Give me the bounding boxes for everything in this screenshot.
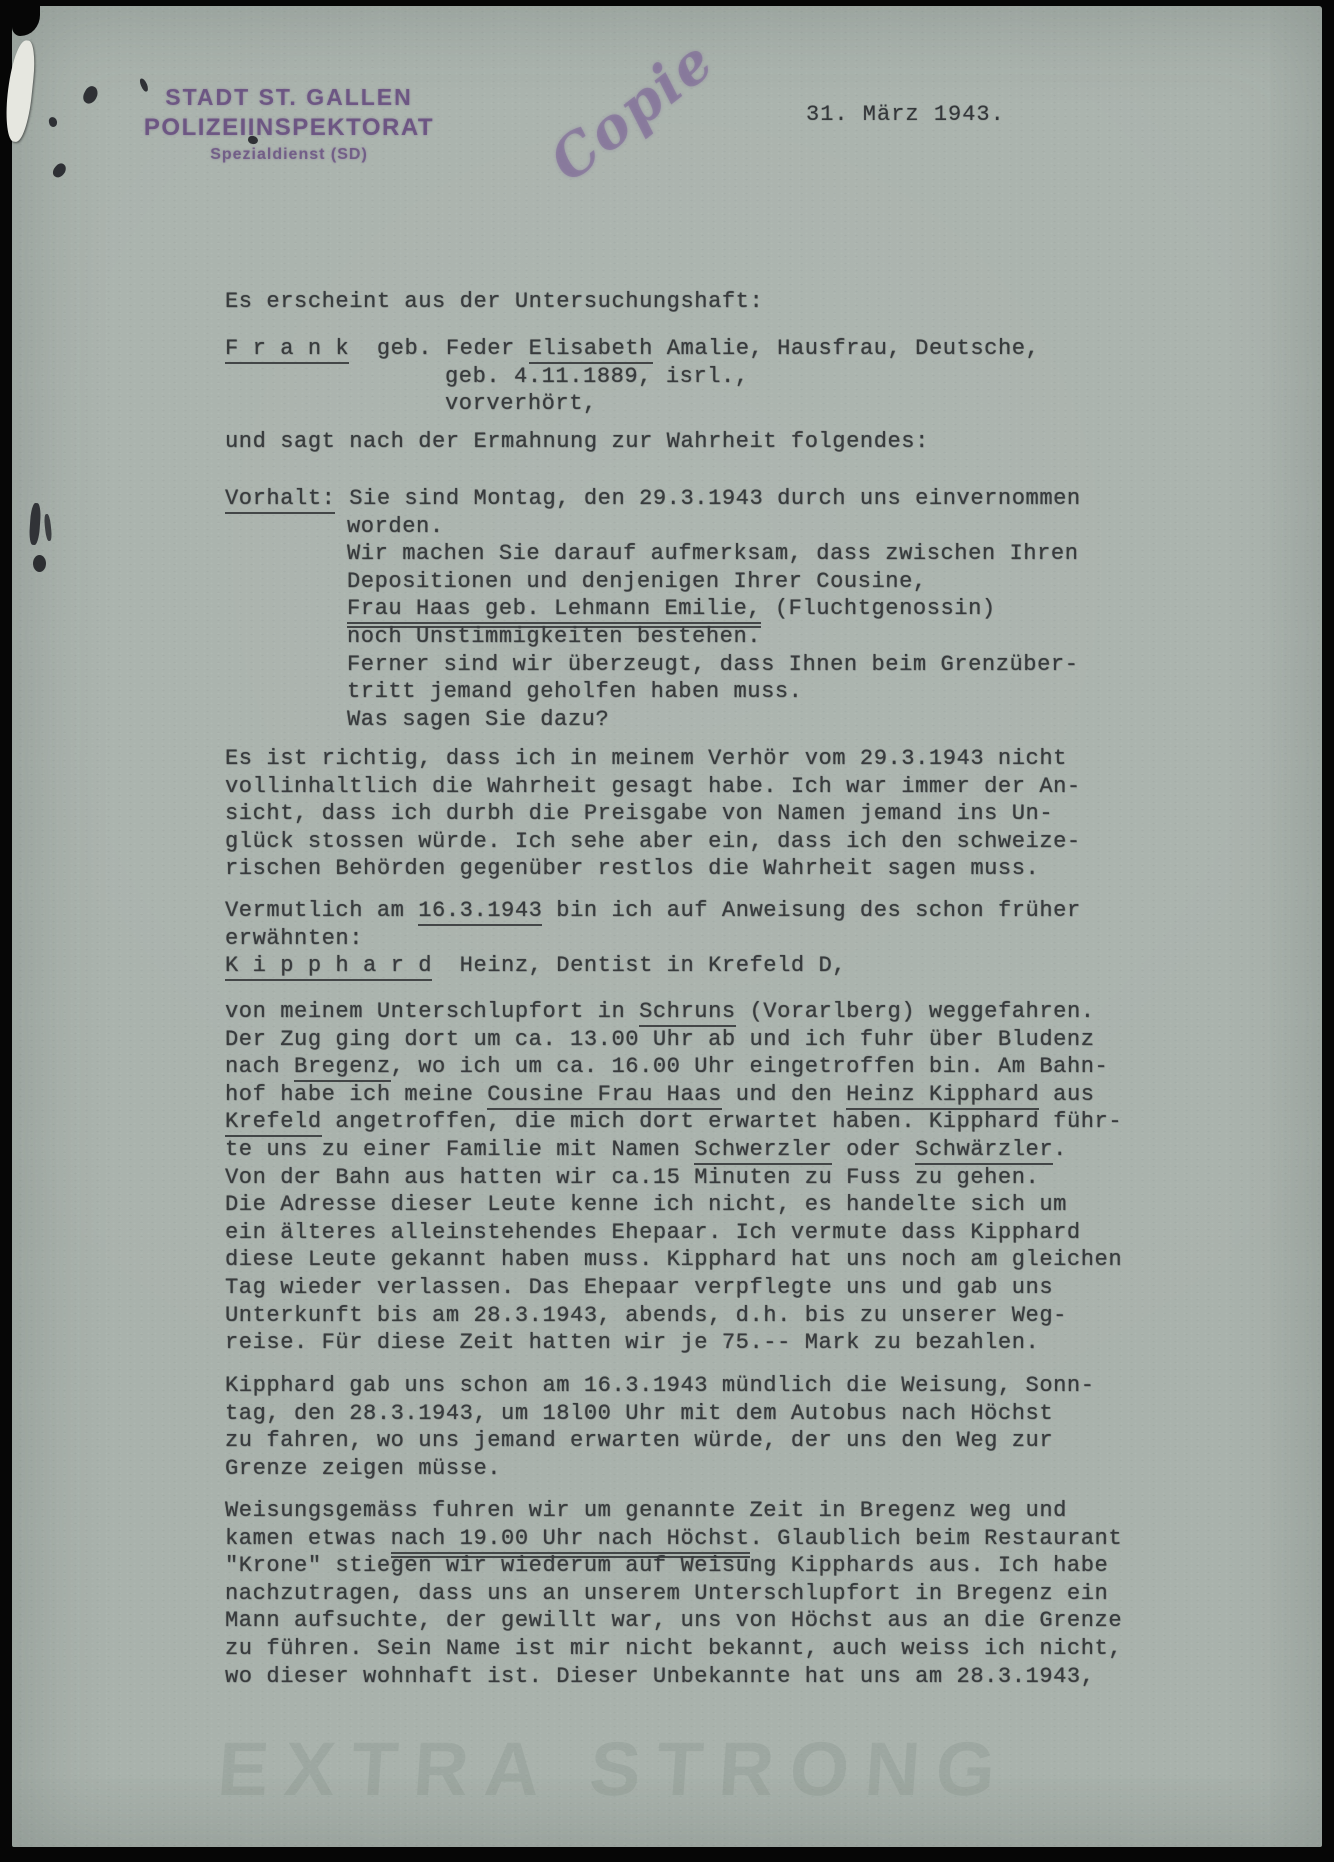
text-segment: tritt jemand geholfen haben muss. xyxy=(347,679,803,705)
text-line xyxy=(225,1373,1095,1399)
text-line xyxy=(347,652,1079,678)
text-line xyxy=(347,707,609,733)
text-line xyxy=(225,1330,1039,1356)
stamp-line-office: POLIZEIINSPEKTORAT xyxy=(143,114,435,141)
text-segment: reise. Für diese Zeit hatten wir je 75.-- Mark zu bezahlen. xyxy=(225,1330,1040,1356)
text-segment: rischen Behörden gegenüber restlos die Wahrheit sagen muss. xyxy=(225,856,1040,882)
underlined-text: Krefeld xyxy=(225,1109,322,1137)
text-line xyxy=(225,829,1081,855)
text-line xyxy=(225,746,1067,772)
text-line xyxy=(225,999,1095,1025)
text-segment: worden. xyxy=(347,513,444,539)
underlined-text: Schwärzler xyxy=(915,1137,1053,1165)
underlined-text: Elisabeth xyxy=(529,336,653,364)
underlined-text: 16.3.1943 xyxy=(418,898,542,926)
text-segment: Es erscheint aus der Untersuchungshaft: xyxy=(225,289,764,314)
text-segment: Unterkunft bis am 28.3.1943, abends, d.h. bis zu unserer Weg- xyxy=(225,1302,1067,1328)
text-line xyxy=(225,926,363,952)
text-line xyxy=(225,898,1081,924)
text-segment: zu fahren, wo uns jemand erwarten würde, der uns den Weg zur xyxy=(225,1428,1054,1454)
text-line xyxy=(225,1526,1122,1552)
text-segment: oder xyxy=(832,1137,916,1162)
text-segment: geb. Feder xyxy=(349,336,529,361)
text-segment: Kipphard gab uns schon am 16.3.1943 mündlich die Weisung, Sonn- xyxy=(225,1373,1095,1398)
underlined-text: nach 19.00 Uhr nach Höchst xyxy=(391,1526,750,1558)
text-line xyxy=(225,1109,1122,1135)
text-line xyxy=(445,391,597,417)
text-segment: zu führen. Sein Name ist mir nicht bekannt, auch weiss ich nicht, xyxy=(225,1636,1123,1661)
text-line xyxy=(225,1581,1108,1607)
text-line xyxy=(225,856,1039,882)
paper-watermark-icon: EXTRA STRONG xyxy=(215,1727,1014,1812)
text-line xyxy=(225,289,763,315)
text-line xyxy=(225,1456,501,1482)
text-segment: diese Leute gekannt haben muss. Kipphard hat uns noch am gleichen xyxy=(225,1247,1123,1273)
text-line xyxy=(225,1082,1095,1108)
text-segment: . xyxy=(1053,1137,1067,1162)
text-segment: , wo ich um ca. 16.00 Uhr eingetroffen bin. Am Bahn- xyxy=(390,1054,1109,1080)
copy-stamp: Copie xyxy=(537,27,727,195)
text-segment: Der Zug ging dort um ca. 13.00 Uhr ab und ich fuhr über Bludenz xyxy=(225,1026,1095,1052)
text-segment: hof habe ich meine xyxy=(225,1081,488,1107)
text-segment: vollinhaltlich die Wahrheit gesagt habe. Ich war immer der An- xyxy=(225,773,1081,799)
underlined-text: Schruns xyxy=(639,999,736,1027)
text-segment: von meinem Unterschlupfort in xyxy=(225,999,640,1024)
text-line xyxy=(225,774,1081,800)
document-date: 31. März 1943. xyxy=(806,102,1005,127)
text-line xyxy=(225,1275,1053,1301)
stamp-line-service: Spezialdienst (SD) xyxy=(210,146,368,163)
text-line xyxy=(347,679,802,705)
stamp-line-city: STADT ST. GALLEN xyxy=(165,84,413,110)
text-segment: te uns zu einer Familie mit Namen xyxy=(225,1137,695,1162)
text-segment: Weisungsgemäss fuhren wir um genannte Zeit in Bregenz weg und xyxy=(225,1498,1067,1523)
text-line xyxy=(225,1608,1122,1634)
text-line xyxy=(347,624,761,650)
text-segment: aus xyxy=(1039,1081,1095,1107)
text-segment: nachzutragen, dass uns an unserem Unterschlupfort in Bregenz ein xyxy=(225,1580,1109,1606)
underlined-text: Schwerzler xyxy=(694,1137,832,1165)
text-segment: Es ist richtig, dass ich in meinem Verhör vom 29.3.1943 nicht xyxy=(225,746,1067,771)
text-segment: vorverhört, xyxy=(445,391,597,417)
underlined-text: Vorhalt: xyxy=(225,486,335,514)
text-segment: nach xyxy=(225,1054,295,1080)
text-segment: Depositionen und denjenigen Ihrer Cousine, xyxy=(347,568,927,594)
text-segment: Die Adresse dieser Leute kenne ich nicht, es handelte sich um xyxy=(225,1192,1067,1218)
text-line xyxy=(225,1192,1067,1218)
text-segment: kamen etwas xyxy=(225,1525,391,1551)
text-segment: Grenze zeigen müsse. xyxy=(225,1455,502,1481)
text-line xyxy=(225,801,1053,827)
text-line xyxy=(225,1428,1053,1454)
text-segment: wo dieser wohnhaft ist. Dieser Unbekannte hat uns am 28.3.1943, xyxy=(225,1663,1095,1689)
text-segment: Von der Bahn aus hatten wir ca.15 Minuten zu Fuss zu gehen. xyxy=(225,1164,1040,1190)
text-line xyxy=(347,541,1079,567)
text-line xyxy=(225,1137,1067,1163)
text-segment: . Glaublich beim Restaurant xyxy=(749,1525,1123,1551)
text-segment: noch Unstimmigkeiten bestehen. xyxy=(347,624,762,649)
underlined-text: Frau Haas geb. Lehmann Emilie, xyxy=(347,596,761,628)
text-line xyxy=(225,486,1081,512)
text-segment: (Vorarlberg) weggefahren. xyxy=(735,999,1095,1024)
text-segment: Ferner sind wir überzeugt, dass Ihnen beim Grenzüber- xyxy=(347,651,1079,677)
text-segment: Heinz, Dentist in Krefeld D, xyxy=(432,953,847,979)
text-segment: geb. 4.11.1889, isrl., xyxy=(445,363,749,389)
text-line xyxy=(225,1498,1067,1524)
text-segment: angetroffen, die mich dort erwartet haben. Kipphard führ- xyxy=(321,1109,1123,1135)
text-line xyxy=(225,336,1039,362)
text-segment: und sagt nach der Ermahnung zur Wahrheit folgendes: xyxy=(225,429,929,454)
text-segment: sicht, dass ich durbh die Preisgabe von Namen jemand ins Un- xyxy=(225,801,1054,827)
text-line xyxy=(225,1165,1039,1191)
text-segment: erwähnten: xyxy=(225,925,364,951)
text-line xyxy=(225,1636,1122,1662)
text-segment: tag, den 28.3.1943, um 18l00 Uhr mit dem Autobus nach Höchst xyxy=(225,1400,1054,1426)
text-segment: (Fluchtgenossin) xyxy=(761,596,996,622)
underlined-text: Heinz Kipphard xyxy=(846,1082,1039,1110)
text-line xyxy=(225,1664,1095,1690)
text-segment: Vermutlich am xyxy=(225,898,419,923)
text-segment: Mann aufsuchte, der gewillt war, uns von Höchst aus an die Grenze xyxy=(225,1608,1123,1634)
text-line xyxy=(225,953,846,979)
text-segment: Wir machen Sie darauf aufmerksam, dass zwischen Ihren xyxy=(347,541,1079,567)
text-line xyxy=(347,569,927,595)
text-line xyxy=(225,1027,1095,1053)
text-segment: glück stossen würde. Ich sehe aber ein, dass ich den schweize- xyxy=(225,828,1081,854)
text-segment: ein älteres alleinstehendes Ehepaar. Ich vermute dass Kipphard xyxy=(225,1219,1081,1245)
text-line xyxy=(347,514,444,540)
text-segment: "Krone" stiegen wir wiederum auf Weisung Kipphards aus. Ich habe xyxy=(225,1553,1109,1579)
text-line xyxy=(225,1401,1053,1427)
text-line xyxy=(225,1247,1122,1273)
text-line xyxy=(225,1220,1081,1246)
text-line xyxy=(225,1553,1108,1579)
text-segment: bin ich auf Anweisung des schon früher xyxy=(542,898,1081,923)
underlined-text: Cousine Frau Haas xyxy=(487,1082,722,1110)
underlined-text: Bregenz xyxy=(294,1054,391,1082)
text-segment: Amalie, Hausfrau, Deutsche, xyxy=(652,336,1040,361)
text-line xyxy=(225,1054,1108,1080)
text-line xyxy=(225,1303,1067,1329)
text-segment: und den xyxy=(721,1081,847,1107)
text-segment: Tag wieder verlassen. Das Ehepaar verpflegte uns und gab uns xyxy=(225,1275,1054,1300)
text-line xyxy=(445,364,749,390)
text-segment: Sie sind Montag, den 29.3.1943 durch uns einvernommen xyxy=(335,486,1081,511)
underlined-text: F r a n k xyxy=(225,336,349,364)
edge-mark xyxy=(33,555,46,572)
text-line xyxy=(347,596,996,622)
text-line xyxy=(225,429,929,455)
police-stamp xyxy=(138,84,440,164)
underlined-text: K i p p h a r d xyxy=(225,953,432,981)
text-segment: Was sagen Sie dazu? xyxy=(347,706,610,732)
